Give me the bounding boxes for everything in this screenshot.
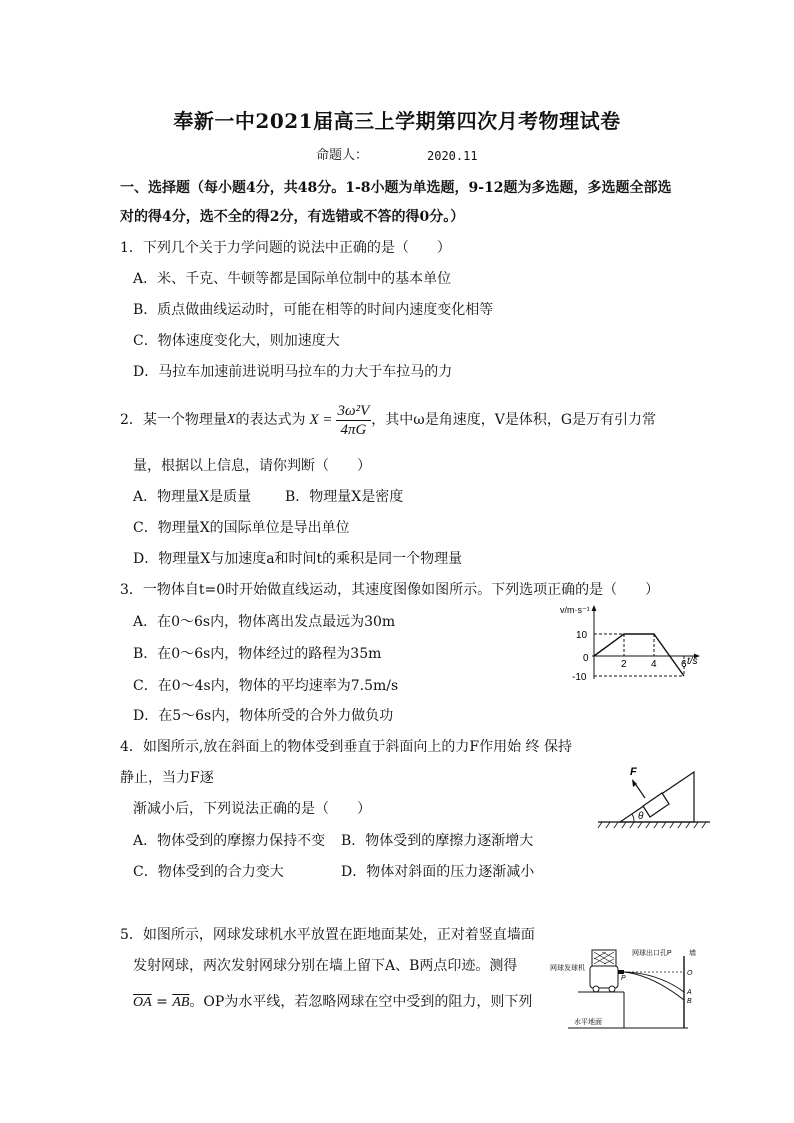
q4-option-b: B．物体受到的摩擦力逐渐增大 (341, 833, 534, 849)
q5-outlet-nozzle (618, 970, 624, 974)
q3-tick-neg10: -10 (572, 672, 587, 683)
q4-option-d: D．物体对斜面的压力逐渐减小 (341, 864, 535, 880)
q5-point-b: B (687, 998, 692, 1005)
q3-option-d: D．在5～6s内，物体所受的合外力做负功 (133, 708, 394, 724)
q5-stem-line1: 5．如图所示，网球发球机水平放置在距地面某处，正对着竖直墙面 (120, 927, 535, 943)
q3-option-c: C．在0～4s内，物体的平均速率为7.5m/s (133, 678, 399, 694)
q4-incline-figure (596, 748, 714, 830)
q2-option-a: A．物理量X是质量 (133, 489, 252, 505)
q2-var-x: X (226, 412, 236, 427)
q2-option-d: D．物理量X与加速度a和时间t的乘积是同一个物理量 (133, 551, 463, 567)
q4-force-label: F (630, 766, 637, 778)
page-title: 奉新一中2021届高三上学期第四次月考物理试卷 (173, 109, 621, 133)
q1-option-c: C．物体速度变化大，则加速度大 (133, 333, 340, 349)
q5-segment-oa: $\overline{OA}$ (133, 995, 152, 1010)
q4-stem-line1: 4．如图所示,放在斜面上的物体受到垂直于斜面向上的力F作用始 终 保持 (120, 739, 572, 755)
q2-fraction (336, 402, 372, 439)
q2-stem (120, 399, 656, 441)
q5-point-p: P (621, 975, 626, 982)
q3-option-a: A．在0～6s内，物体离出发点最远为30m (133, 614, 396, 630)
q4-stem-line2: 静止，当力F逐 (120, 770, 214, 786)
q3-y-axis-arrow (592, 605, 597, 611)
q2-eq-lhs: X = (309, 412, 333, 428)
q3-tick-2: 2 (621, 659, 627, 670)
q3-stem: 3．一物体自t=0时开始做直线运动，其速度图像如图所示。下列选项正确的是（ ） (120, 582, 660, 598)
q1-option-d: D．马拉车加速前进说明马拉车的力大于车拉马的力 (133, 364, 453, 380)
q3-tick-4: 4 (651, 659, 657, 670)
q2-stem-post: ，其中ω是角速度，V是体积，G是万有引力常 (371, 412, 657, 428)
q3-option-b: B．在0～6s内，物体经过的路程为35m (133, 646, 382, 662)
q1-stem: 1．下列几个关于力学问题的说法中正确的是（ ） (120, 240, 451, 256)
q5-trajectory-a (624, 972, 684, 992)
q3-velocity-line (594, 634, 684, 676)
q2-stem-pre: 2．某一个物理量 (120, 412, 227, 428)
q5-machine-label: 网球发球机 (550, 965, 585, 972)
section-heading-line1: 一、选择题（每小题4分，共48分。1-8小题为单选题，9-12题为多选题，多选题全部选 (120, 180, 672, 196)
q2-option-c: C．物理量X的国际单位是导出单位 (133, 520, 350, 536)
q3-tick-6: 6 (681, 659, 687, 670)
q3-y-label: v/m·s⁻¹ (560, 605, 590, 615)
q5-ball-machine-figure (548, 942, 708, 1038)
exam-date: 2020.11 (427, 149, 478, 163)
q4-angle-label: θ (638, 811, 644, 822)
q3-x-label: t/s (687, 656, 698, 667)
q5-wheel-right (609, 986, 615, 992)
q2-fraction-numerator: 3ω²V (337, 402, 370, 419)
q5-machine-body (590, 966, 618, 988)
q3-vt-graph (556, 603, 716, 683)
q4-ground-hatch (598, 822, 706, 828)
q5-segment-ab: $\overline{AB}$ (172, 995, 190, 1010)
q5-ground-label: 水平地面 (574, 1019, 602, 1026)
q1-option-b: B．质点做曲线运动时，可能在相等的时间内速度变化相等 (133, 302, 494, 318)
q5-eq-sign: = (151, 994, 173, 1010)
q1-option-a: A．米、千克、牛顿等都是国际单位制中的基本单位 (133, 271, 452, 287)
q3-tick-10: 10 (576, 630, 588, 641)
q5-stem-line3-post: 。OP为水平线，若忽略网球在空中受到的阻力，则下列 (189, 994, 533, 1010)
q4-block (643, 793, 669, 817)
q4-option-a: A．物体受到的摩擦力保持不变 (133, 833, 326, 849)
q4-stem-line3: 渐减小后，下列说法正确的是（ ） (133, 801, 371, 817)
q5-stem-line2: 发射网球，两次发射网球分别在墙上留下A、B两点印迹。测得 (133, 958, 518, 974)
q5-wheel-left (593, 986, 599, 992)
q5-point-o: O (687, 970, 693, 977)
author-label: 命题人： (316, 148, 369, 163)
q2-option-b: B．物理量X是密度 (285, 489, 404, 505)
q5-point-a: A (687, 989, 692, 996)
q5-stem-line3 (133, 992, 532, 1013)
q2-stem-line2: 量，根据以上信息，请你判断（ ） (133, 458, 371, 474)
section-heading-line2: 对的得4分，选不全的得2分，有选错或不答的得0分。） (120, 209, 465, 225)
q3-tick-0: 0 (583, 653, 589, 664)
q2-fraction-denominator: 4πG (340, 421, 367, 438)
q2-stem-mid: 的表达式为 (235, 412, 306, 428)
q4-option-c: C．物体受到的合力变大 (133, 864, 284, 880)
q5-wall-label: 墙 (689, 950, 696, 957)
q5-outlet-label: 网球出口孔P (632, 950, 672, 957)
q4-angle-arc (632, 814, 634, 822)
